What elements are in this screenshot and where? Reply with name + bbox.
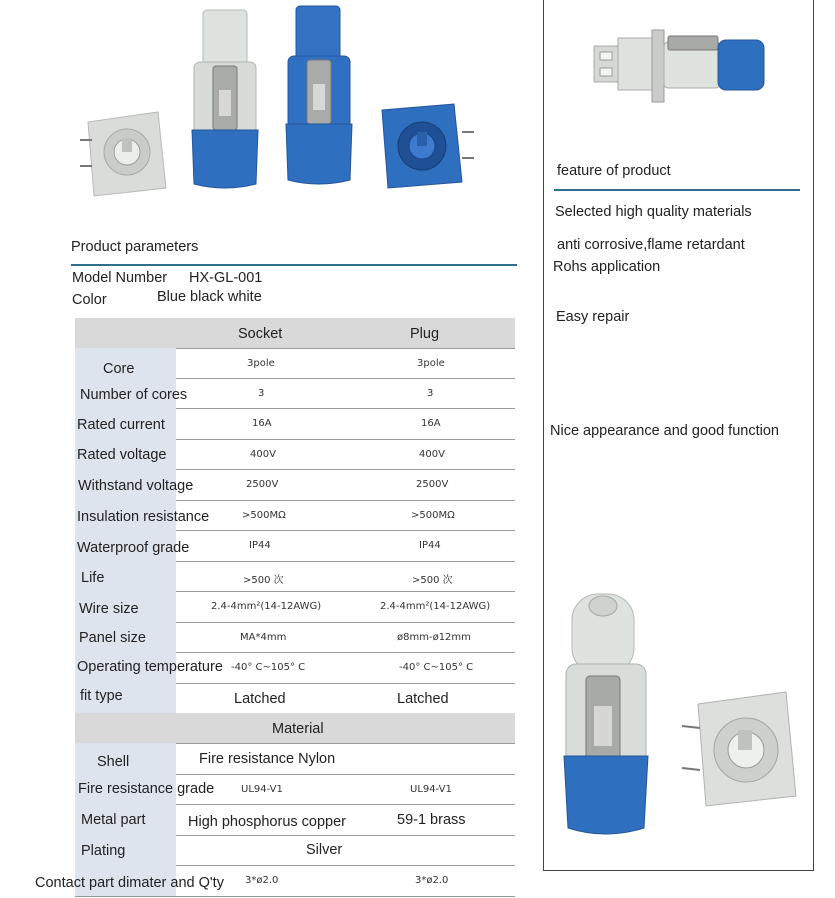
socket-value: 2.4-4mm²(14-12AWG) xyxy=(211,601,322,612)
feature-item: Nice appearance and good function xyxy=(550,423,779,439)
table-row xyxy=(75,469,515,501)
side-view-connector-image xyxy=(590,28,770,108)
plug-value: 3 xyxy=(427,388,434,399)
color-value: Blue black white xyxy=(157,289,262,305)
row-label: fit type xyxy=(80,688,123,704)
white-plug-image xyxy=(192,10,258,188)
row-label: Core xyxy=(103,361,135,377)
row-label: Wire size xyxy=(79,601,139,617)
socket-value: 3pole xyxy=(247,358,275,369)
socket-value: High phosphorus copper xyxy=(188,814,346,830)
socket-value: >500 次 xyxy=(243,575,284,586)
socket-value: UL94-V1 xyxy=(241,784,283,795)
plug-and-socket-image xyxy=(560,588,800,838)
socket-value: IP44 xyxy=(249,540,271,551)
plug-value: 16A xyxy=(421,418,441,429)
white-panel-socket-image xyxy=(80,112,166,196)
row-label: Shell xyxy=(97,754,130,770)
row-label: Number of cores xyxy=(80,387,188,403)
material-header: Material xyxy=(272,721,324,737)
socket-value: 400V xyxy=(250,449,276,460)
table-row xyxy=(75,439,515,470)
table-row xyxy=(75,835,515,866)
header-plug: Plug xyxy=(410,326,440,342)
material-value: Fire resistance Nylon xyxy=(199,751,336,767)
table-row xyxy=(75,530,515,562)
row-label: Panel size xyxy=(79,630,146,646)
socket-value: 2500V xyxy=(246,479,279,490)
params-heading: Product parameters xyxy=(71,239,199,255)
plug-value: ø8mm-ø12mm xyxy=(397,632,471,643)
socket-value: 3 xyxy=(258,388,265,399)
row-label: Waterproof grade xyxy=(77,540,190,556)
row-label: Rated voltage xyxy=(77,447,167,463)
plug-value: IP44 xyxy=(419,540,441,551)
table-row xyxy=(75,743,515,775)
feature-item: Easy repair xyxy=(556,309,630,325)
row-label: Withstand voltage xyxy=(78,478,194,494)
socket-value: >500MΩ xyxy=(242,510,286,521)
row-label: Operating temperature xyxy=(77,659,223,675)
feature-heading: feature of product xyxy=(557,163,671,179)
table-row xyxy=(75,774,515,805)
color-label: Color xyxy=(72,292,107,308)
socket-value: MA*4mm xyxy=(240,632,287,643)
plug-value: 400V xyxy=(419,449,445,460)
plug-value: >500 次 xyxy=(412,575,453,586)
row-label: Rated current xyxy=(77,417,165,433)
feature-item: Rohs application xyxy=(553,259,661,275)
table-row xyxy=(75,591,515,623)
header-socket: Socket xyxy=(238,326,283,342)
socket-value: 16A xyxy=(252,418,272,429)
material-header-row xyxy=(75,713,515,744)
socket-value: 3*ø2.0 xyxy=(245,875,279,886)
material-value: Silver xyxy=(306,842,343,858)
plug-value: >500MΩ xyxy=(411,510,455,521)
table-row xyxy=(75,500,515,531)
row-label: Metal part xyxy=(81,812,146,828)
heading-divider xyxy=(71,264,517,266)
model-number-label: Model Number xyxy=(72,270,168,286)
product-photo-group xyxy=(70,0,480,200)
table-row xyxy=(75,652,515,684)
table-header-row xyxy=(75,318,515,349)
plug-value: 59-1 brass xyxy=(397,812,466,828)
table-row xyxy=(75,804,515,836)
socket-value: Latched xyxy=(234,691,286,707)
plug-value: 2.4-4mm²(14-12AWG) xyxy=(380,601,491,612)
blue-panel-socket-image xyxy=(382,104,474,188)
table-row xyxy=(75,622,515,653)
table-row xyxy=(75,561,515,592)
contact-part-label: Contact part dimater and Q'ty xyxy=(35,875,224,891)
row-label: Life xyxy=(81,570,105,586)
socket-value: -40° C~105° C xyxy=(231,662,306,673)
blue-plug-image xyxy=(286,6,352,184)
feature-divider xyxy=(554,189,800,191)
table-row xyxy=(75,683,515,714)
plug-value: 3pole xyxy=(417,358,445,369)
plug-value: 3*ø2.0 xyxy=(415,875,449,886)
feature-item: anti corrosive,flame retardant xyxy=(557,237,745,253)
plug-value: -40° C~105° C xyxy=(399,662,474,673)
model-number-value: HX-GL-001 xyxy=(189,270,263,286)
table-row xyxy=(75,348,515,379)
plug-value: Latched xyxy=(397,691,449,707)
table-row xyxy=(75,408,515,440)
plug-value: UL94-V1 xyxy=(410,784,452,795)
row-label: Plating xyxy=(81,843,126,859)
row-label: Insulation resistance xyxy=(77,509,210,525)
feature-item: Selected high quality materials xyxy=(555,204,752,220)
table-row xyxy=(75,378,515,409)
row-label: Fire resistance grade xyxy=(78,781,215,797)
plug-value: 2500V xyxy=(416,479,449,490)
